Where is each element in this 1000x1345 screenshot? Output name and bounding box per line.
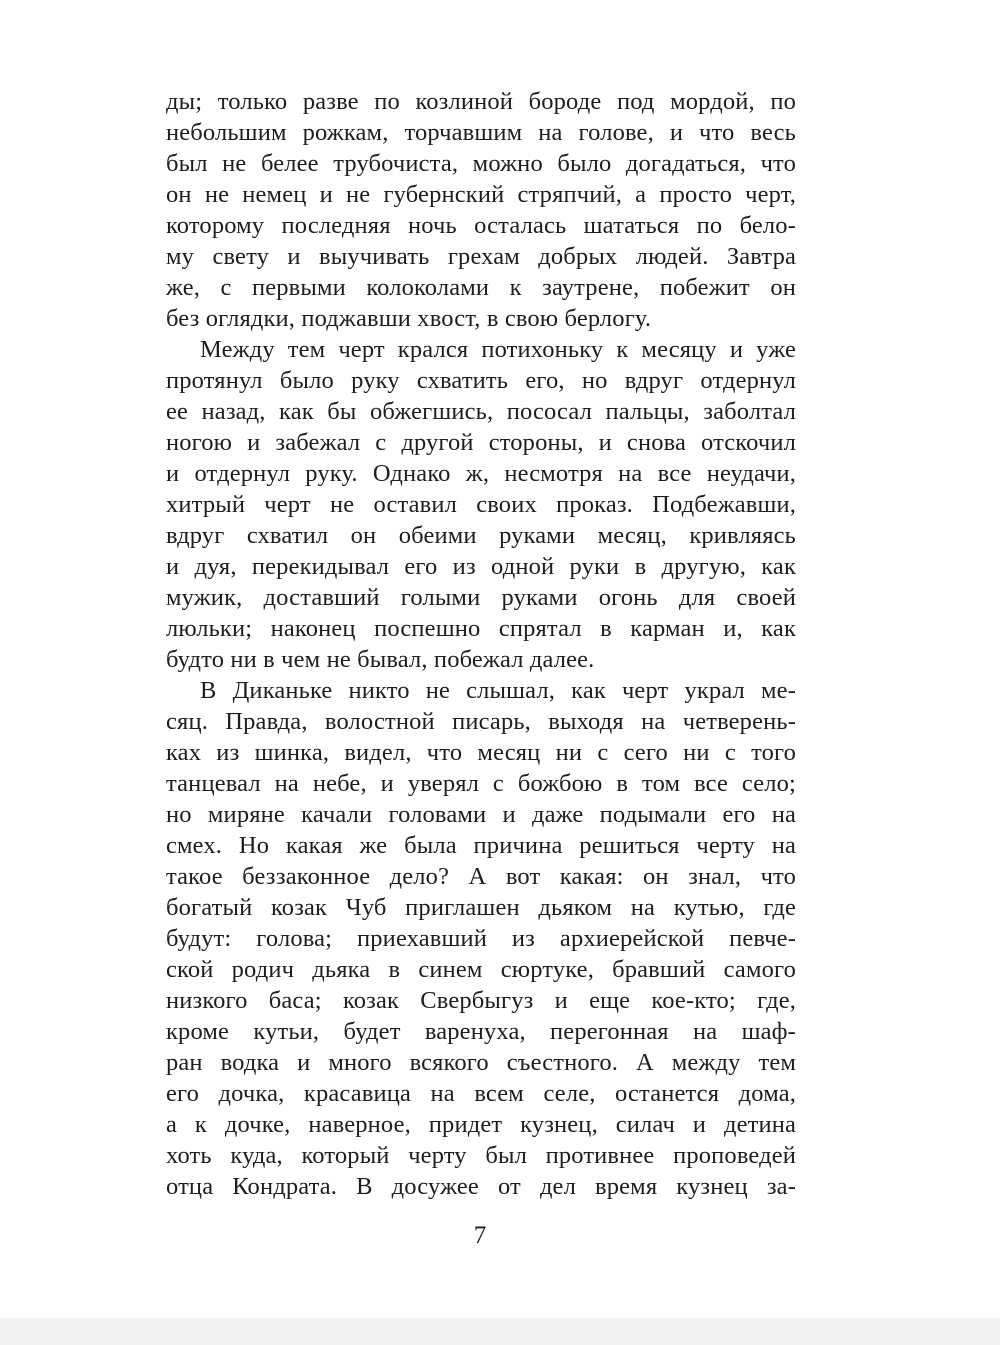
page-number: 7 — [473, 1222, 487, 1249]
text-line: ках из шинка, видел, что месяц ни с сего ни с того — [166, 739, 796, 766]
text-line: хоть куда, который черту был противнее проповедей — [166, 1142, 796, 1169]
text-line: му свету и выучивать грехам добрых людей. Завтра — [166, 243, 796, 270]
text-line: но миряне качали головами и даже подымали его на — [166, 801, 796, 828]
text-line: хитрый черт не оставил своих проказ. Подбежавши, — [166, 491, 796, 518]
text-line: был не белее трубочиста, можно было догадаться, что — [166, 150, 796, 177]
text-line: которому последняя ночь осталась шататься по бело- — [166, 212, 796, 239]
text-line: богатый козак Чуб приглашен дьяком на кутью, где — [166, 894, 796, 921]
bottom-edge — [0, 1318, 1000, 1345]
text-line: В Диканьке никто не слышал, как черт украл ме- — [200, 677, 796, 704]
text-line: ран водка и много всякого съестного. А между тем — [166, 1049, 796, 1076]
text-line: такое беззаконное дело? А вот какая: он знал, что — [166, 863, 796, 890]
text-line: он не немец и не губернский стряпчий, а просто черт, — [166, 181, 796, 208]
text-line: люльки; наконец поспешно спрятал в карман и, как — [166, 615, 796, 642]
text-line: ее назад, как бы обжегшись, пососал пальцы, заболтал — [166, 398, 796, 425]
text-line: будто ни в чем не бывал, побежал далее. — [166, 646, 595, 673]
paragraph — [166, 334, 796, 675]
text-line: смех. Но какая же была причина решиться черту на — [166, 832, 796, 859]
text-line: же, с первыми колоколами к заутрене, побежит он — [166, 274, 796, 301]
text-line: мужик, доставший голыми руками огонь для своей — [166, 584, 796, 611]
text-line: без оглядки, поджавши хвост, в свою берлогу. — [166, 305, 652, 332]
text-line: протянул было руку схватить его, но вдруг отдернул — [166, 367, 796, 394]
text-line: его дочка, красавица на всем селе, останется дома, — [166, 1080, 796, 1107]
text-line: ногою и забежал с другой стороны, и снова отскочил — [166, 429, 796, 456]
paragraph — [166, 86, 796, 334]
text-line: сяц. Правда, волостной писарь, выходя на четверень- — [166, 708, 796, 735]
text-line: Между тем черт крался потихоньку к месяцу и уже — [200, 336, 796, 363]
text-line: вдруг схватил он обеими руками месяц, кривляясь — [166, 522, 796, 549]
text-line: танцевал на небе, и уверял с божбою в том все село; — [166, 770, 796, 797]
text-line: отца Кондрата. В досужее от дел время кузнец за- — [166, 1173, 796, 1200]
body-text — [166, 86, 796, 1202]
text-line: а к дочке, наверное, придет кузнец, силач и детина — [166, 1111, 796, 1138]
text-line: и отдернул руку. Однако ж, несмотря на все неудачи, — [166, 460, 796, 487]
text-line: небольшим рожкам, торчавшим на голове, и что весь — [166, 119, 796, 146]
text-line: будут: голова; приехавший из архиерейской певче- — [166, 925, 796, 952]
text-line: низкого баса; козак Свербыгуз и еще кое-кто; где, — [166, 987, 796, 1014]
text-line: ской родич дьяка в синем сюртуке, бравший самого — [166, 956, 796, 983]
text-line: и дуя, перекидывал его из одной руки в другую, как — [166, 553, 796, 580]
text-line: ды; только разве по козлиной бороде под мордой, по — [166, 88, 796, 115]
text-line: кроме кутьи, будет варенуха, перегонная на шаф- — [166, 1018, 796, 1045]
paragraph — [166, 675, 796, 1202]
